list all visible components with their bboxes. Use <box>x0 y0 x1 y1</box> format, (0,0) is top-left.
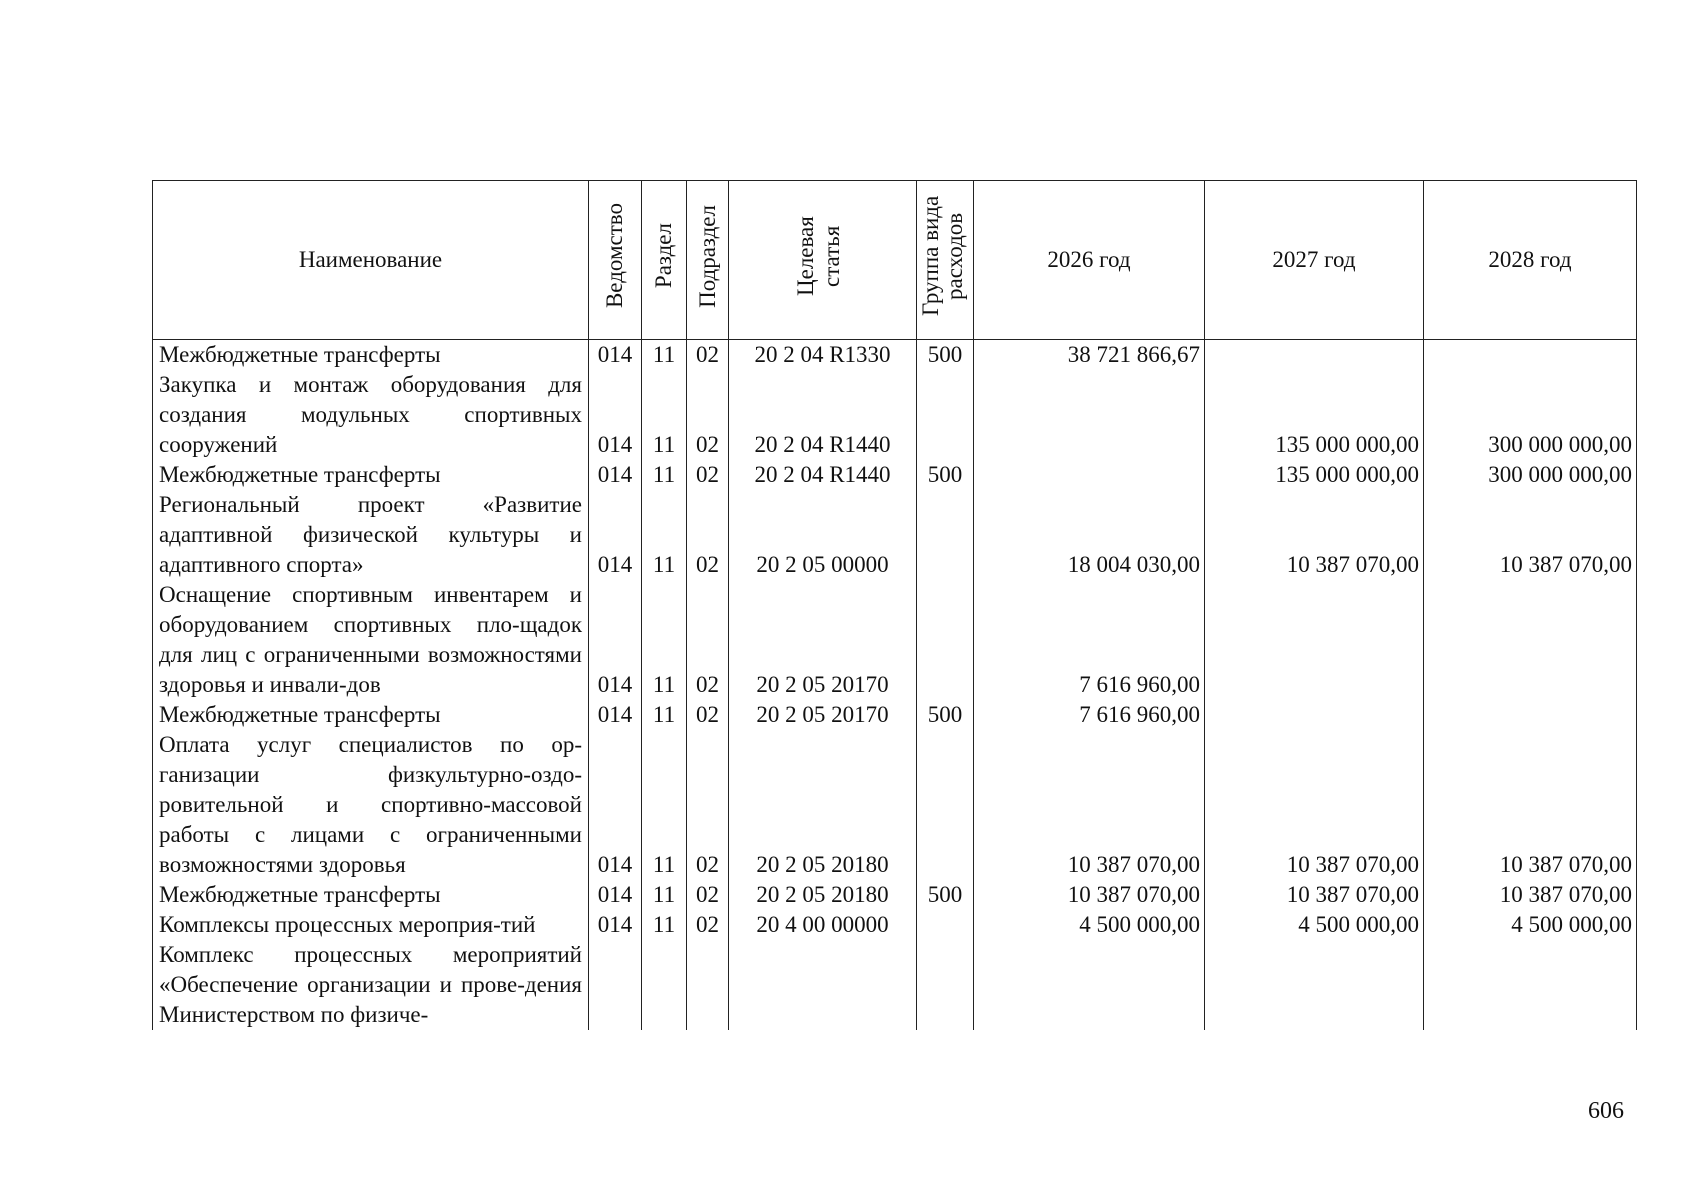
header-razdel <box>642 181 687 340</box>
cell-2028: 10 387 070,00 <box>1424 490 1637 580</box>
header-vedomstvo-text: Ведомство <box>602 203 627 309</box>
cell-2027: 135 000 000,00 <box>1205 460 1424 490</box>
table-row <box>153 700 1637 730</box>
table-row <box>153 370 1637 460</box>
cell-ved: 014 <box>589 490 642 580</box>
table-row <box>153 910 1637 940</box>
cell-2027 <box>1205 700 1424 730</box>
cell-cs: 20 2 04 R1330 <box>729 340 917 371</box>
cell-razd: 11 <box>642 910 687 940</box>
cell-cs: 20 4 00 00000 <box>729 910 917 940</box>
cell-2027: 135 000 000,00 <box>1205 370 1424 460</box>
cell-2028: 10 387 070,00 <box>1424 730 1637 880</box>
cell-2027 <box>1205 340 1424 371</box>
cell-name: Комплексы процессных мероприя-тий <box>153 910 589 940</box>
cell-name: Региональный проект «Развитие адаптивной физической культуры и адаптивного спорта» <box>153 490 589 580</box>
cell-vr <box>917 730 974 880</box>
cell-podr: 02 <box>687 910 729 940</box>
budget-table <box>152 180 1637 1030</box>
table-row <box>153 490 1637 580</box>
cell-cs: 20 2 05 20180 <box>729 880 917 910</box>
cell-cs: 20 2 05 20170 <box>729 700 917 730</box>
cell-podr: 02 <box>687 460 729 490</box>
cell-2027: 10 387 070,00 <box>1205 490 1424 580</box>
cell-2026 <box>974 370 1205 460</box>
cell-2028 <box>1424 940 1637 1030</box>
cell-2028 <box>1424 700 1637 730</box>
cell-vr: 500 <box>917 880 974 910</box>
cell-podr: 02 <box>687 880 729 910</box>
table-row <box>153 340 1637 371</box>
cell-vr <box>917 370 974 460</box>
header-vedomstvo <box>589 181 642 340</box>
cell-2028: 300 000 000,00 <box>1424 370 1637 460</box>
header-2027: 2027 год <box>1205 181 1424 340</box>
cell-ved: 014 <box>589 910 642 940</box>
cell-2028: 300 000 000,00 <box>1424 460 1637 490</box>
cell-vr <box>917 580 974 700</box>
cell-razd <box>642 940 687 1030</box>
cell-cs: 20 2 04 R1440 <box>729 370 917 460</box>
cell-name: Оплата услуг специалистов по ор-ганизации физкультурно-оздо-ровительной и спортивно-массовой работы с лицами с ограниченными возможностями здоровья <box>153 730 589 880</box>
cell-vr <box>917 910 974 940</box>
cell-razd: 11 <box>642 700 687 730</box>
cell-podr: 02 <box>687 580 729 700</box>
table-header-row <box>153 181 1637 340</box>
cell-cs: 20 2 04 R1440 <box>729 460 917 490</box>
cell-ved <box>589 940 642 1030</box>
cell-ved: 014 <box>589 700 642 730</box>
cell-razd: 11 <box>642 880 687 910</box>
cell-razd: 11 <box>642 340 687 371</box>
cell-vr: 500 <box>917 700 974 730</box>
cell-razd: 11 <box>642 370 687 460</box>
table-row <box>153 460 1637 490</box>
table-row <box>153 580 1637 700</box>
header-podrazdel <box>687 181 729 340</box>
cell-2027 <box>1205 580 1424 700</box>
cell-name: Межбюджетные трансферты <box>153 700 589 730</box>
cell-2027 <box>1205 940 1424 1030</box>
header-podrazdel-text: Подраздел <box>694 204 720 308</box>
header-name: Наименование <box>153 181 589 340</box>
cell-razd: 11 <box>642 580 687 700</box>
cell-cs: 20 2 05 20170 <box>729 580 917 700</box>
cell-name: Межбюджетные трансферты <box>153 340 589 371</box>
cell-ved: 014 <box>589 580 642 700</box>
cell-vr: 500 <box>917 460 974 490</box>
cell-2026: 7 616 960,00 <box>974 580 1205 700</box>
cell-name: Межбюджетные трансферты <box>153 460 589 490</box>
cell-podr: 02 <box>687 340 729 371</box>
header-gruppa <box>917 181 974 340</box>
cell-ved: 014 <box>589 340 642 371</box>
cell-name: Межбюджетные трансферты <box>153 880 589 910</box>
cell-2026 <box>974 940 1205 1030</box>
cell-ved: 014 <box>589 730 642 880</box>
cell-2026 <box>974 460 1205 490</box>
cell-2026: 10 387 070,00 <box>974 880 1205 910</box>
cell-podr: 02 <box>687 700 729 730</box>
header-2028: 2028 год <box>1424 181 1637 340</box>
cell-cs <box>729 940 917 1030</box>
cell-cs: 20 2 05 00000 <box>729 490 917 580</box>
cell-podr: 02 <box>687 730 729 880</box>
cell-vr: 500 <box>917 340 974 371</box>
header-2026: 2026 год <box>974 181 1205 340</box>
cell-2026: 38 721 866,67 <box>974 340 1205 371</box>
cell-name: Закупка и монтаж оборудования для создания модульных спортивных сооружений <box>153 370 589 460</box>
cell-razd: 11 <box>642 460 687 490</box>
page-number: 606 <box>1588 1098 1624 1124</box>
header-gruppa-text: Группа вида расходов <box>918 195 967 317</box>
cell-vr <box>917 940 974 1030</box>
cell-razd: 11 <box>642 730 687 880</box>
cell-ved: 014 <box>589 460 642 490</box>
cell-podr <box>687 940 729 1030</box>
cell-2028 <box>1424 340 1637 371</box>
table-row <box>153 880 1637 910</box>
header-celevaya <box>729 181 917 340</box>
cell-2026: 4 500 000,00 <box>974 910 1205 940</box>
table-row <box>153 940 1637 1030</box>
cell-2028: 10 387 070,00 <box>1424 880 1637 910</box>
cell-2026: 7 616 960,00 <box>974 700 1205 730</box>
header-celevaya-text: Целевая статья <box>792 216 844 296</box>
cell-razd: 11 <box>642 490 687 580</box>
cell-name: Комплекс процессных мероприятий «Обеспечение организации и прове-дения Министерством по физиче- <box>153 940 589 1030</box>
header-razdel-text: Раздел <box>651 223 676 289</box>
cell-ved: 014 <box>589 880 642 910</box>
cell-2028 <box>1424 580 1637 700</box>
cell-2026: 18 004 030,00 <box>974 490 1205 580</box>
cell-2028: 4 500 000,00 <box>1424 910 1637 940</box>
cell-ved: 014 <box>589 370 642 460</box>
table-row <box>153 730 1637 880</box>
cell-podr: 02 <box>687 370 729 460</box>
cell-podr: 02 <box>687 490 729 580</box>
cell-2026: 10 387 070,00 <box>974 730 1205 880</box>
cell-vr <box>917 490 974 580</box>
cell-2027: 10 387 070,00 <box>1205 730 1424 880</box>
cell-name: Оснащение спортивным инвентарем и оборудованием спортивных пло-щадок для лиц с ограниченными возможностями здоровья и инвали-дов <box>153 580 589 700</box>
cell-2027: 10 387 070,00 <box>1205 880 1424 910</box>
cell-2027: 4 500 000,00 <box>1205 910 1424 940</box>
cell-cs: 20 2 05 20180 <box>729 730 917 880</box>
